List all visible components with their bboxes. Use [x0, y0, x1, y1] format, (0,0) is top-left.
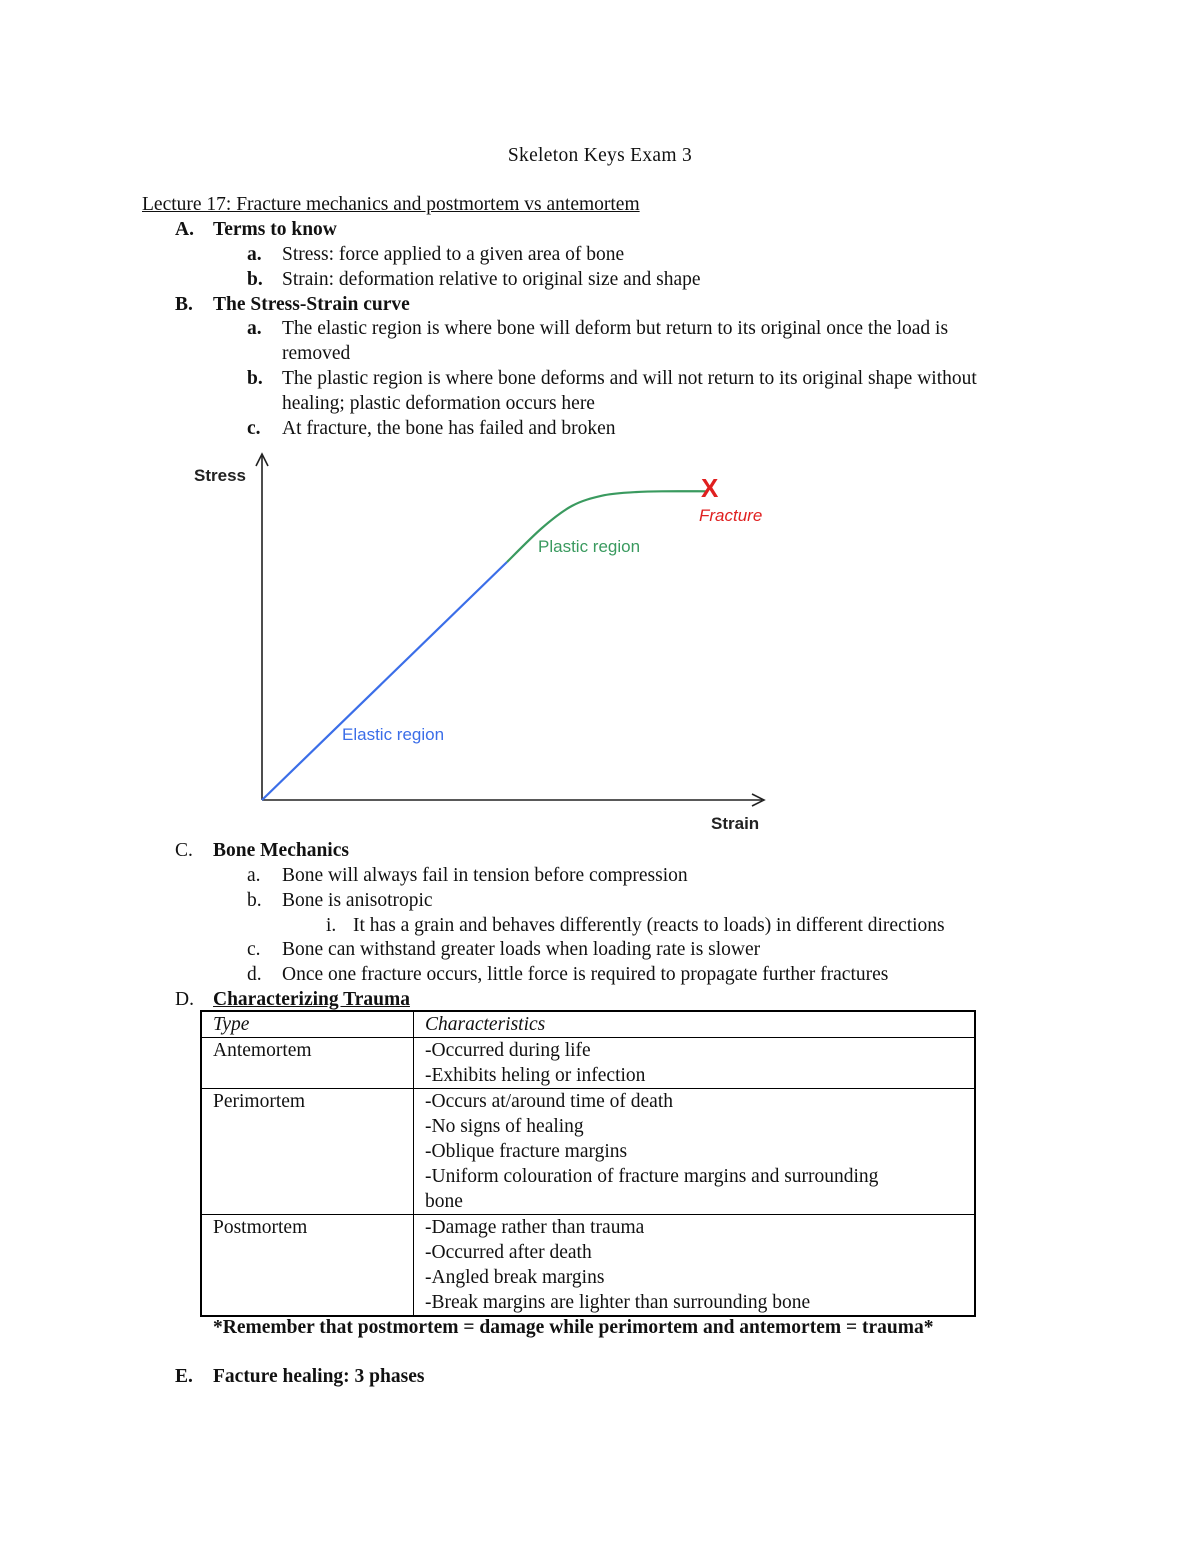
list-marker: a. — [247, 865, 261, 886]
characteristic-line: -Uniform colouration of fracture margins and surrounding — [425, 1166, 879, 1187]
list-item: The plastic region is where bone deforms and will not return to its original shape without — [282, 368, 977, 389]
section-e-heading: Facture healing: 3 phases — [213, 1366, 425, 1387]
table-cell-characteristics — [414, 1215, 976, 1317]
characteristic-line: -Angled break margins — [425, 1267, 605, 1288]
characteristic-line: -Damage rather than trauma — [425, 1217, 645, 1238]
sub-list-item: It has a grain and behaves differently (reacts to loads) in different directions — [353, 915, 945, 936]
list-item-continuation: healing; plastic deformation occurs here — [282, 393, 595, 414]
table-header-row — [201, 1011, 975, 1038]
trauma-note: *Remember that postmortem = damage while perimortem and antemortem = trauma* — [213, 1317, 934, 1338]
list-item: Bone can withstand greater loads when loading rate is slower — [282, 939, 761, 960]
list-item: Bone will always fail in tension before compression — [282, 865, 688, 886]
list-marker: d. — [247, 964, 262, 985]
x-axis-label: Strain — [711, 814, 760, 833]
list-marker: a. — [247, 318, 262, 339]
section-e-marker: E. — [175, 1366, 193, 1387]
section-a-marker: A. — [175, 219, 194, 240]
list-item: Once one fracture occurs, little force is required to propagate further fractures — [282, 964, 889, 985]
list-item: Strain: deformation relative to original size and shape — [282, 269, 701, 290]
list-item: Stress: force applied to a given area of bone — [282, 244, 625, 265]
table-cell-type: Antemortem — [201, 1038, 414, 1089]
table-cell-type: Postmortem — [201, 1215, 414, 1317]
section-d-marker: D. — [175, 989, 194, 1010]
section-c-marker: C. — [175, 840, 193, 861]
characteristic-line: -Occurred during life — [425, 1040, 591, 1061]
characteristic-line: bone — [425, 1191, 463, 1212]
list-item-continuation: removed — [282, 343, 351, 364]
section-a-heading: Terms to know — [213, 219, 337, 240]
stress-strain-chart — [180, 448, 780, 843]
list-marker: c. — [247, 939, 261, 960]
characteristic-line: -Break margins are lighter than surrounding bone — [425, 1292, 811, 1313]
list-marker: b. — [247, 269, 263, 290]
list-marker: c. — [247, 418, 261, 439]
characteristic-line: -Oblique fracture margins — [425, 1141, 628, 1162]
list-marker: b. — [247, 890, 262, 911]
characteristic-line: -Occurred after death — [425, 1242, 592, 1263]
table-row — [201, 1038, 975, 1089]
table-cell-type: Perimortem — [201, 1089, 414, 1215]
fracture-label: Fracture — [699, 506, 763, 525]
table-row — [201, 1089, 975, 1215]
series-line-elastic — [262, 562, 507, 800]
table-header-cell: Characteristics — [414, 1011, 976, 1038]
section-b-heading: The Stress-Strain curve — [213, 294, 410, 315]
characteristic-line: -Exhibits heling or infection — [425, 1065, 646, 1086]
trauma-table — [200, 1010, 976, 1317]
page-title: Skeleton Keys Exam 3 — [507, 145, 693, 166]
section-b-marker: B. — [175, 294, 193, 315]
y-axis-label: Stress — [194, 466, 246, 485]
list-item: At fracture, the bone has failed and broken — [282, 418, 616, 439]
series-label-elastic: Elastic region — [342, 725, 445, 744]
list-item: The elastic region is where bone will deform but return to its original once the load is — [282, 318, 949, 339]
list-marker: b. — [247, 368, 263, 389]
lecture-heading: Lecture 17: Fracture mechanics and postmortem vs antemortem — [142, 194, 640, 215]
list-marker: a. — [247, 244, 262, 265]
sub-list-marker: i. — [326, 915, 337, 936]
characteristic-line: -No signs of healing — [425, 1116, 584, 1137]
section-d-heading: Characterizing Trauma — [213, 989, 410, 1010]
section-c-heading: Bone Mechanics — [213, 840, 349, 861]
characteristic-line: -Occurs at/around time of death — [425, 1091, 673, 1112]
table-header-cell: Type — [201, 1011, 414, 1038]
table-cell-characteristics — [414, 1038, 976, 1089]
table-row — [201, 1215, 975, 1317]
table-cell-characteristics — [414, 1089, 976, 1215]
series-label-plastic: Plastic region — [538, 537, 641, 556]
fracture-marker: X — [701, 473, 719, 503]
list-item: Bone is anisotropic — [282, 890, 433, 911]
